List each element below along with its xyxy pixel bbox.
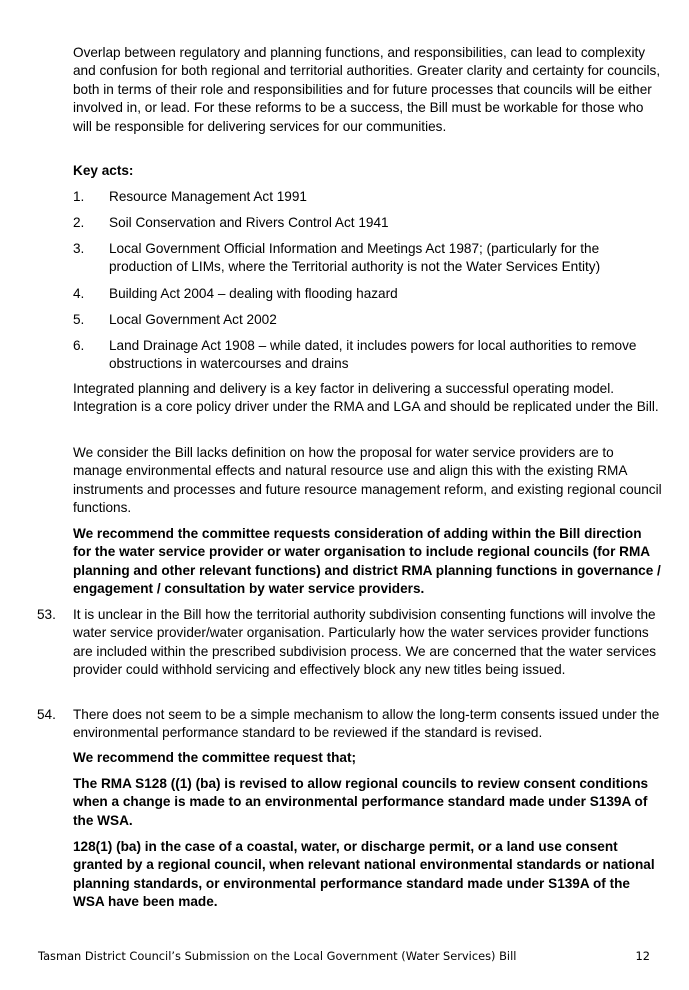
list-item-text: Local Government Act 2002	[109, 312, 277, 327]
key-acts-heading: Key acts:	[73, 163, 134, 178]
section-128-paragraph: 128(1) (ba) in the case of a coastal, water, or discharge permit, or a land use consent granted by a regional council, when relevant national environmental standards or national planning standards, or environmental performance standard made under S139A of the WSA have been made.	[73, 839, 655, 910]
rma-revision-paragraph: The RMA S128 ((1) (ba) is revised to allow regional councils to review consent conditions when a change is made to an environmental performance standard made under S139A of the WSA.	[73, 776, 649, 828]
recommendation-heading: We recommend the committee request that;	[73, 750, 357, 765]
list-item-number: 2.	[73, 215, 85, 230]
footer-title: Tasman District Council’s Submission on the Local Government (Water Services) Bill	[38, 949, 517, 963]
paragraph-text: There does not seem to be a simple mechanism to allow the long-term consents issued under the environmental performance standard to be reviewed if the standard is revised.	[73, 707, 660, 741]
list-item-text: Soil Conservation and Rivers Control Act 1941	[109, 215, 389, 230]
paragraph-text: It is unclear in the Bill how the territorial authority subdivision consenting functions will involve the water service provider/water organisation. Particularly how the water services provider functions are included within the prescribed subdivision process. We are concerned that the water services provider could withhold servicing and effectively block any new titles being issued.	[73, 607, 657, 678]
list-item-number: 1.	[73, 189, 85, 204]
list-item-text: Local Government Official Information and Meetings Act 1987; (particularly for the production of LIMs, where the Territorial authority is not the Water Services Entity)	[109, 241, 601, 275]
integrated-paragraph: Integrated planning and delivery is a key factor in delivering a successful operating model. Integration is a core policy driver under the RMA and LGA and should be replicated under the Bill.	[73, 381, 659, 415]
list-item-number: 5.	[73, 312, 85, 327]
list-item-number: 6.	[73, 338, 85, 353]
paragraph-number: 53.	[37, 607, 56, 622]
paragraph-number: 54.	[37, 707, 56, 722]
list-item-text: Resource Management Act 1991	[109, 189, 307, 204]
list-item-number: 3.	[73, 241, 85, 256]
intro-paragraph: Overlap between regulatory and planning functions, and responsibilities, can lead to complexity and confusion for both regional and territorial authorities. Greater clarity and certainty for councils, both in terms of their role and responsibilities and for future processes that councils will be either involved in, or lead. For these reforms to be a success, the Bill must be workable for those who will be responsible for delivering services for our communities.	[73, 45, 661, 134]
list-item-number: 4.	[73, 286, 85, 301]
recommendation-paragraph: We recommend the committee requests consideration of adding within the Bill direction for the water service provider or water organisation to include regional councils (for RMA planning and other relevant functions) and district RMA planning functions in governance / engagement / consultation by water service providers.	[73, 526, 661, 597]
consider-paragraph: We consider the Bill lacks definition on how the proposal for water service providers are to manage environmental effects and natural resource use and align this with the existing RMA instruments and processes and future resource management reform, and existing regional council functions.	[73, 445, 662, 516]
page-number: 12	[635, 949, 650, 963]
list-item-text: Land Drainage Act 1908 – while dated, it includes powers for local authorities to remove obstructions in watercourses and drains	[109, 338, 637, 372]
list-item-text: Building Act 2004 – dealing with flooding hazard	[109, 286, 398, 301]
